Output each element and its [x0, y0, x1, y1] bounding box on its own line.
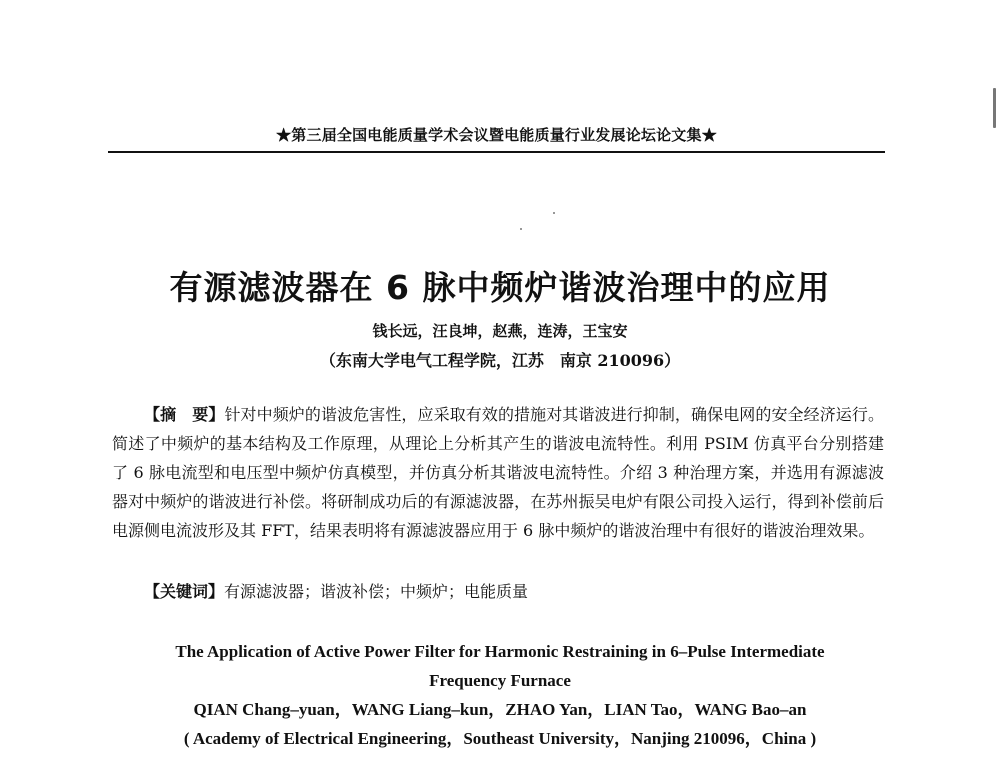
keywords-text: 有源滤波器；谐波补偿；中频炉；电能质量 [224, 582, 529, 601]
affiliation-en: ( Academy of Electrical Engineering，Southeast University，Nanjing 210096，China ) [183, 729, 817, 748]
paper-title-cn: 有源滤波器在 6 脉中频炉谐波治理中的应用 [169, 268, 831, 307]
scan-edge [993, 88, 996, 128]
abstract-text: 针对中频炉的谐波危害性，应采取有效的措施对其谐波进行抑制，确保电网的安全经济运行。简述了中频炉的基本结构及工作原理，从理论上分析其产生的谐波电流特性。利用 PSIM 仿真平台分别搭建了 6 脉电流型和电压型中频炉仿真模型，并仿真分析其谐波电流特性。介绍 3 种治理方案，并选用有源滤波器对中频炉的谐波进行补偿。将研制成功后的有源滤波器，在苏州振吴电炉有限公司投入运行，得到补偿前后电源侧电流波形及其 FFT，结果表明将有源滤波器应用于 6 脉中频炉的谐波治理中有很好的谐波治理效果。 [112, 405, 884, 540]
scan-speck [520, 228, 522, 230]
running-header: ★第三届全国电能质量学术会议暨电能质量行业发展论坛论文集★ [276, 126, 717, 144]
header-rule [108, 151, 885, 153]
affiliation-cn: （东南大学电气工程学院，江苏 南京 210096） [319, 351, 681, 370]
keywords [112, 577, 884, 606]
paper-title-en [110, 637, 890, 695]
authors-cn: 钱长远，汪良坤，赵燕，连涛，王宝安 [372, 322, 628, 340]
paper-title-en-line1: The Application of Active Power Filter for Harmonic Restraining in 6–Pulse Intermediate [175, 642, 825, 661]
authors-en: QIAN Chang–yuan，WANG Liang–kun，ZHAO Yan，LIAN Tao，WANG Bao–an [193, 700, 807, 719]
scan-speck [553, 212, 555, 214]
paper-title-en-line2: Frequency Furnace [429, 671, 571, 690]
abstract-label: 【摘 要】 [144, 405, 225, 424]
abstract [112, 400, 884, 545]
keywords-label: 【关键词】 [144, 582, 225, 601]
